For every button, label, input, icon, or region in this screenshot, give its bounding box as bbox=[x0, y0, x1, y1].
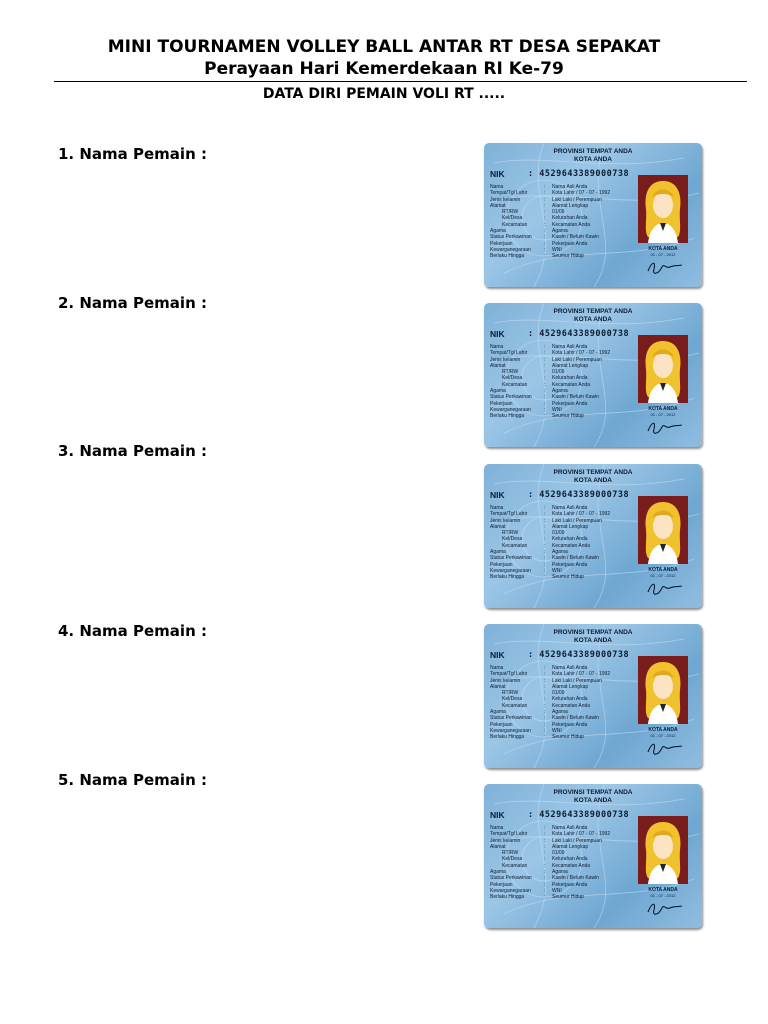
ktp-card bbox=[484, 784, 702, 928]
field-key: Kecamatan bbox=[502, 221, 528, 228]
field-value: Agama bbox=[552, 869, 568, 876]
field-colon: : bbox=[544, 690, 546, 697]
player-name-label: 2. Nama Pemain : bbox=[58, 294, 207, 312]
field-colon: : bbox=[544, 394, 546, 401]
field-colon: : bbox=[544, 505, 546, 511]
field-key: Nama bbox=[490, 184, 504, 190]
field-value: WNI bbox=[552, 246, 562, 253]
field-colon: : bbox=[544, 202, 546, 209]
field-colon: : bbox=[544, 887, 546, 894]
field-value: Kecamatan Anda bbox=[552, 381, 591, 388]
card-field-row bbox=[490, 574, 610, 580]
field-colon: : bbox=[544, 709, 546, 716]
field-colon: : bbox=[544, 381, 546, 388]
card-field-row bbox=[490, 253, 610, 259]
card-fields bbox=[490, 505, 610, 581]
nik-value: : 4529643389000738 bbox=[528, 650, 630, 660]
id-photo bbox=[638, 496, 688, 564]
field-value: Laki Laki / Perempuan bbox=[552, 356, 602, 363]
signature-icon bbox=[644, 578, 684, 598]
field-key: Berlaku Hingga bbox=[490, 734, 525, 741]
field-key: Status Perkawinan bbox=[490, 715, 532, 722]
nik-label: NIK bbox=[490, 329, 505, 339]
field-colon: : bbox=[544, 561, 546, 568]
field-key: Jenis kelamin bbox=[490, 196, 521, 203]
field-value: 01/09 bbox=[552, 850, 565, 857]
field-colon: : bbox=[544, 536, 546, 543]
field-value: Kelurahan Anda bbox=[552, 375, 588, 382]
field-value: Kota Lahir / 07 - 07 - 1992 bbox=[552, 350, 611, 357]
person-portrait-icon bbox=[638, 816, 688, 884]
field-key: Nama bbox=[490, 505, 504, 511]
card-field-row bbox=[490, 894, 610, 900]
signature-icon bbox=[644, 738, 684, 758]
field-key: Tempat/Tgl Lahir bbox=[490, 350, 528, 357]
field-colon: : bbox=[544, 862, 546, 869]
header-divider bbox=[54, 81, 747, 82]
field-value: Alamat Lengkap bbox=[552, 843, 589, 850]
field-value: Kecamatan Anda bbox=[552, 542, 591, 549]
field-key: Berlaku Hingga bbox=[490, 253, 525, 260]
signature-icon bbox=[644, 257, 684, 277]
field-value: Kecamatan Anda bbox=[552, 221, 591, 228]
nik-label: NIK bbox=[490, 169, 505, 179]
field-key: Kel/Desa bbox=[502, 375, 523, 382]
field-key: Kewarganegaraan bbox=[490, 567, 531, 574]
card-fields bbox=[490, 184, 610, 260]
field-colon: : bbox=[544, 190, 546, 197]
issue-date: 01 - 07 - 2012 bbox=[650, 733, 676, 738]
player-name-label: 3. Nama Pemain : bbox=[58, 442, 207, 460]
issue-date: 01 - 07 - 2012 bbox=[650, 412, 676, 417]
card-header bbox=[484, 629, 702, 645]
field-value: Kelurahan Anda bbox=[552, 696, 588, 703]
field-value: Pekerjaan Anda bbox=[552, 561, 588, 568]
field-colon: : bbox=[544, 574, 546, 581]
field-value: Laki Laki / Perempuan bbox=[552, 517, 602, 524]
field-value: Pekerjaan Anda bbox=[552, 721, 588, 728]
field-value: 01/09 bbox=[552, 209, 565, 216]
field-colon: : bbox=[544, 831, 546, 838]
player-name-label: 4. Nama Pemain : bbox=[58, 622, 207, 640]
event-subtitle: Perayaan Hari Kemerdekaan RI Ke-79 bbox=[204, 59, 564, 79]
nik-label: NIK bbox=[490, 810, 505, 820]
nik-value: : 4529643389000738 bbox=[528, 490, 630, 500]
field-key: Jenis kelamin bbox=[490, 677, 521, 684]
field-colon: : bbox=[544, 215, 546, 222]
field-value: Kelurahan Anda bbox=[552, 856, 588, 863]
field-key: Kecamatan bbox=[502, 381, 528, 388]
field-key: Pekerjaan bbox=[490, 400, 513, 407]
field-key: Kewarganegaraan bbox=[490, 727, 531, 734]
field-value: Laki Laki / Perempuan bbox=[552, 196, 602, 203]
field-key: RT/RW bbox=[502, 850, 519, 857]
field-value: Pekerjaan Anda bbox=[552, 881, 588, 888]
field-value: Kota Lahir / 07 - 07 - 1992 bbox=[552, 511, 611, 518]
field-value: Alamat Lengkap bbox=[552, 523, 589, 530]
field-value: Agama bbox=[552, 228, 568, 235]
field-key: Pekerjaan bbox=[490, 561, 513, 568]
field-key: Tempat/Tgl Lahir bbox=[490, 190, 528, 197]
field-key: Alamat bbox=[490, 202, 506, 209]
field-key: Agama bbox=[490, 388, 506, 395]
card-fields bbox=[490, 665, 610, 741]
field-key: Agama bbox=[490, 228, 506, 235]
field-value: Nama Asli Anda bbox=[552, 665, 588, 671]
field-colon: : bbox=[544, 869, 546, 876]
field-colon: : bbox=[544, 196, 546, 203]
field-value: Nama Asli Anda bbox=[552, 344, 588, 350]
field-key: Status Perkawinan bbox=[490, 234, 532, 241]
field-value: Nama Asli Anda bbox=[552, 505, 588, 511]
field-key: RT/RW bbox=[502, 209, 519, 216]
nik-value: : 4529643389000738 bbox=[528, 329, 630, 339]
field-colon: : bbox=[544, 362, 546, 369]
photo-city-label: KOTA ANDA bbox=[648, 406, 678, 412]
card-header bbox=[484, 469, 702, 485]
id-photo bbox=[638, 816, 688, 884]
field-value: Kota Lahir / 07 - 07 - 1992 bbox=[552, 190, 611, 197]
field-colon: : bbox=[544, 228, 546, 235]
photo-city-label: KOTA ANDA bbox=[648, 727, 678, 733]
province-label: PROVINSI TEMPAT ANDA bbox=[553, 469, 633, 476]
field-value: Kecamatan Anda bbox=[552, 862, 591, 869]
field-key: RT/RW bbox=[502, 690, 519, 697]
field-colon: : bbox=[544, 350, 546, 357]
city-label: KOTA ANDA bbox=[573, 156, 613, 163]
field-key: Tempat/Tgl Lahir bbox=[490, 511, 528, 518]
field-colon: : bbox=[544, 413, 546, 420]
field-key: Berlaku Hingga bbox=[490, 574, 525, 581]
card-fields bbox=[490, 825, 610, 901]
field-colon: : bbox=[544, 696, 546, 703]
card-header bbox=[484, 789, 702, 805]
field-value: Nama Asli Anda bbox=[552, 825, 588, 831]
field-colon: : bbox=[544, 683, 546, 690]
province-label: PROVINSI TEMPAT ANDA bbox=[553, 789, 633, 796]
field-key: Jenis kelamin bbox=[490, 356, 521, 363]
field-value: 01/09 bbox=[552, 369, 565, 376]
field-key: RT/RW bbox=[502, 530, 519, 537]
field-colon: : bbox=[544, 702, 546, 709]
field-colon: : bbox=[544, 400, 546, 407]
field-value: Kawin / Belum Kawin bbox=[552, 394, 599, 401]
field-colon: : bbox=[544, 240, 546, 247]
field-value: Kawin / Belum Kawin bbox=[552, 555, 599, 562]
field-key: Alamat bbox=[490, 362, 506, 369]
field-value: Laki Laki / Perempuan bbox=[552, 837, 602, 844]
field-colon: : bbox=[544, 665, 546, 671]
player-name-label: 5. Nama Pemain : bbox=[58, 771, 207, 789]
field-value: Agama bbox=[552, 709, 568, 716]
field-colon: : bbox=[544, 671, 546, 678]
signature-icon bbox=[644, 417, 684, 437]
field-colon: : bbox=[544, 523, 546, 530]
field-colon: : bbox=[544, 234, 546, 241]
field-colon: : bbox=[544, 356, 546, 363]
field-key: Jenis kelamin bbox=[490, 837, 521, 844]
field-colon: : bbox=[544, 555, 546, 562]
field-colon: : bbox=[544, 894, 546, 901]
field-colon: : bbox=[544, 856, 546, 863]
nik-value: : 4529643389000738 bbox=[528, 169, 630, 179]
field-key: Nama bbox=[490, 665, 504, 671]
field-value: Alamat Lengkap bbox=[552, 683, 589, 690]
field-value: Seumur Hidup bbox=[552, 734, 584, 741]
field-value: Kawin / Belum Kawin bbox=[552, 234, 599, 241]
field-key: Kel/Desa bbox=[502, 856, 523, 863]
city-label: KOTA ANDA bbox=[573, 637, 613, 644]
field-key: Status Perkawinan bbox=[490, 875, 532, 882]
field-value: Pekerjaan Anda bbox=[552, 400, 588, 407]
field-value: Agama bbox=[552, 549, 568, 556]
province-label: PROVINSI TEMPAT ANDA bbox=[553, 148, 633, 155]
field-value: Kecamatan Anda bbox=[552, 702, 591, 709]
field-key: Kecamatan bbox=[502, 702, 528, 709]
field-value: WNI bbox=[552, 406, 562, 413]
field-value: Seumur Hidup bbox=[552, 894, 584, 901]
field-key: Agama bbox=[490, 709, 506, 716]
field-key: Pekerjaan bbox=[490, 240, 513, 247]
field-key: Nama bbox=[490, 825, 504, 831]
field-key: Agama bbox=[490, 549, 506, 556]
field-key: Jenis kelamin bbox=[490, 517, 521, 524]
field-value: Laki Laki / Perempuan bbox=[552, 677, 602, 684]
nik-label: NIK bbox=[490, 490, 505, 500]
field-colon: : bbox=[544, 850, 546, 857]
field-key: Kel/Desa bbox=[502, 696, 523, 703]
province-label: PROVINSI TEMPAT ANDA bbox=[553, 629, 633, 636]
ktp-card bbox=[484, 303, 702, 447]
field-colon: : bbox=[544, 517, 546, 524]
nik-value: : 4529643389000738 bbox=[528, 810, 630, 820]
field-key: Status Perkawinan bbox=[490, 394, 532, 401]
person-portrait-icon bbox=[638, 335, 688, 403]
field-key: Alamat bbox=[490, 843, 506, 850]
field-value: WNI bbox=[552, 727, 562, 734]
field-key: Kewarganegaraan bbox=[490, 887, 531, 894]
field-colon: : bbox=[544, 875, 546, 882]
field-value: Seumur Hidup bbox=[552, 574, 584, 581]
field-colon: : bbox=[544, 837, 546, 844]
field-value: 01/09 bbox=[552, 690, 565, 697]
field-value: WNI bbox=[552, 887, 562, 894]
id-photo bbox=[638, 656, 688, 724]
section-title: DATA DIRI PEMAIN VOLI RT ..... bbox=[262, 86, 506, 102]
field-colon: : bbox=[544, 542, 546, 549]
field-colon: : bbox=[544, 715, 546, 722]
field-key: Pekerjaan bbox=[490, 881, 513, 888]
field-value: WNI bbox=[552, 567, 562, 574]
card-field-row bbox=[490, 413, 610, 419]
field-key: Tempat/Tgl Lahir bbox=[490, 671, 528, 678]
id-photo bbox=[638, 335, 688, 403]
field-key: Kewarganegaraan bbox=[490, 246, 531, 253]
city-label: KOTA ANDA bbox=[573, 316, 613, 323]
player-name-label: 1. Nama Pemain : bbox=[58, 145, 207, 163]
field-colon: : bbox=[544, 388, 546, 395]
field-key: Kel/Desa bbox=[502, 536, 523, 543]
ktp-card bbox=[484, 143, 702, 287]
field-value: Agama bbox=[552, 388, 568, 395]
field-value: Kawin / Belum Kawin bbox=[552, 715, 599, 722]
ktp-card bbox=[484, 624, 702, 768]
field-colon: : bbox=[544, 727, 546, 734]
field-value: Pekerjaan Anda bbox=[552, 240, 588, 247]
field-colon: : bbox=[544, 221, 546, 228]
field-colon: : bbox=[544, 209, 546, 216]
field-colon: : bbox=[544, 567, 546, 574]
field-key: Pekerjaan bbox=[490, 721, 513, 728]
city-label: KOTA ANDA bbox=[573, 477, 613, 484]
field-value: Seumur Hidup bbox=[552, 253, 584, 260]
field-colon: : bbox=[544, 511, 546, 518]
province-label: PROVINSI TEMPAT ANDA bbox=[553, 308, 633, 315]
field-value: 01/09 bbox=[552, 530, 565, 537]
tournament-title: MINI TOURNAMEN VOLLEY BALL ANTAR RT DESA SEPAKAT bbox=[107, 37, 661, 57]
field-value: Alamat Lengkap bbox=[552, 362, 589, 369]
field-key: Kecamatan bbox=[502, 542, 528, 549]
field-key: Nama bbox=[490, 344, 504, 350]
field-value: Kawin / Belum Kawin bbox=[552, 875, 599, 882]
field-colon: : bbox=[544, 530, 546, 537]
card-header bbox=[484, 148, 702, 164]
card-field-row bbox=[490, 734, 610, 740]
field-value: Kota Lahir / 07 - 07 - 1992 bbox=[552, 831, 611, 838]
person-portrait-icon bbox=[638, 656, 688, 724]
field-key: Alamat bbox=[490, 683, 506, 690]
field-value: Nama Asli Anda bbox=[552, 184, 588, 190]
field-colon: : bbox=[544, 843, 546, 850]
field-key: Status Perkawinan bbox=[490, 555, 532, 562]
photo-city-label: KOTA ANDA bbox=[648, 246, 678, 252]
issue-date: 01 - 07 - 2012 bbox=[650, 252, 676, 257]
field-colon: : bbox=[544, 734, 546, 741]
field-key: Agama bbox=[490, 869, 506, 876]
field-colon: : bbox=[544, 344, 546, 350]
field-colon: : bbox=[544, 184, 546, 190]
photo-city-label: KOTA ANDA bbox=[648, 567, 678, 573]
field-colon: : bbox=[544, 246, 546, 253]
nik-label: NIK bbox=[490, 650, 505, 660]
field-colon: : bbox=[544, 549, 546, 556]
person-portrait-icon bbox=[638, 175, 688, 243]
field-key: Alamat bbox=[490, 523, 506, 530]
issue-date: 01 - 07 - 2012 bbox=[650, 893, 676, 898]
field-colon: : bbox=[544, 677, 546, 684]
field-value: Kelurahan Anda bbox=[552, 215, 588, 222]
card-fields bbox=[490, 344, 610, 420]
field-key: Kel/Desa bbox=[502, 215, 523, 222]
id-photo bbox=[638, 175, 688, 243]
person-portrait-icon bbox=[638, 496, 688, 564]
city-label: KOTA ANDA bbox=[573, 797, 613, 804]
ktp-card bbox=[484, 464, 702, 608]
field-key: Berlaku Hingga bbox=[490, 894, 525, 901]
card-header bbox=[484, 308, 702, 324]
field-value: Seumur Hidup bbox=[552, 413, 584, 420]
field-value: Kota Lahir / 07 - 07 - 1992 bbox=[552, 671, 611, 678]
signature-icon bbox=[644, 898, 684, 918]
field-value: Kelurahan Anda bbox=[552, 536, 588, 543]
field-colon: : bbox=[544, 881, 546, 888]
field-colon: : bbox=[544, 253, 546, 260]
field-colon: : bbox=[544, 375, 546, 382]
field-value: Alamat Lengkap bbox=[552, 202, 589, 209]
photo-city-label: KOTA ANDA bbox=[648, 887, 678, 893]
field-colon: : bbox=[544, 825, 546, 831]
field-key: Kecamatan bbox=[502, 862, 528, 869]
field-colon: : bbox=[544, 721, 546, 728]
field-key: Berlaku Hingga bbox=[490, 413, 525, 420]
field-colon: : bbox=[544, 406, 546, 413]
field-key: RT/RW bbox=[502, 369, 519, 376]
field-key: Tempat/Tgl Lahir bbox=[490, 831, 528, 838]
issue-date: 01 - 07 - 2012 bbox=[650, 573, 676, 578]
field-colon: : bbox=[544, 369, 546, 376]
field-key: Kewarganegaraan bbox=[490, 406, 531, 413]
